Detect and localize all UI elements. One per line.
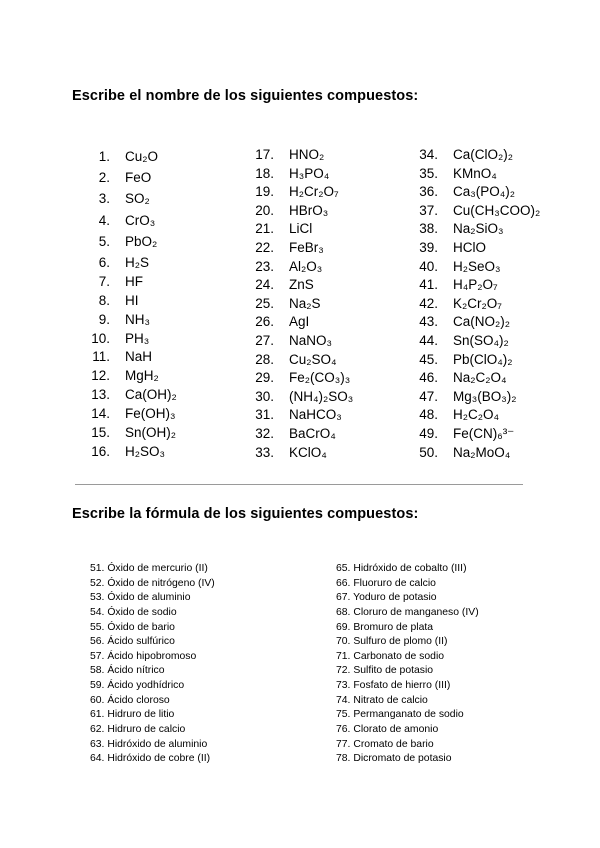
item-number: 10. [91,330,110,346]
chemical-formula: BaCrO₄ [289,425,336,441]
compound-name-item: 59. Ácido yodhídrico [90,680,185,692]
chemical-formula: Na₂C₂O₄ [453,370,507,386]
chemical-formula: Al₂O₃ [289,258,323,274]
name-list-column-1 [90,563,215,768]
name-list-column-2 [336,563,479,768]
item-number: 26. [255,314,274,330]
chemical-formula: PH₃ [125,330,150,346]
item-number: 9. [98,311,110,327]
compound-name-item: 60. Ácido cloroso [90,694,170,706]
item-number: 44. [419,332,438,348]
item-number: 40. [419,258,438,274]
compound-name-item: 77. Cromato de bario [336,738,434,750]
chemical-formula: Sn(OH)₂ [125,424,176,440]
item-number: 7. [98,273,110,289]
chemical-formula: LiCl [289,221,313,237]
item-number: 22. [255,239,274,255]
compound-name-item: 55. Óxido de bario [90,621,175,633]
item-number: 6. [98,254,110,270]
chemical-formula: ZnS [289,277,314,293]
item-number: 27. [255,332,274,348]
chemical-formula: H₂Cr₂O₇ [289,184,339,200]
chemical-formula: H₂S [125,254,149,270]
compound-name-item: 51. Óxido de mercurio (II) [90,563,208,574]
compound-name-item: 65. Hidróxido de cobalto (III) [336,563,467,574]
compound-name-item: 63. Hidróxido de aluminio [90,738,208,750]
item-number: 33. [255,444,274,460]
chemical-formula: Na₂SiO₃ [453,221,504,237]
item-number: 8. [98,292,110,308]
item-number: 13. [91,387,110,403]
item-number: 24. [255,277,274,293]
compound-name-item: 68. Cloruro de manganeso (IV) [336,606,479,618]
item-number: 23. [255,258,274,274]
compound-name-item: 52. Óxido de nitrógeno (IV) [90,577,215,589]
chemical-formula: H₂C₂O₄ [453,407,499,423]
chemical-formula: HNO₂ [289,147,325,162]
chemical-formula: H₂SeO₃ [453,258,501,274]
chemical-formula: Na₂MoO₄ [453,444,511,460]
chemical-formula: SO₂ [125,191,150,207]
chemical-formula: Sn(SO₄)₂ [453,332,509,348]
item-number: 41. [419,277,438,293]
item-number: 1. [98,149,110,164]
item-number: 16. [91,443,110,459]
compound-name-item: 72. Sulfito de potasio [336,665,434,677]
compound-name-item: 54. Óxido de sodio [90,606,177,618]
chemical-formula: NH₃ [125,311,150,327]
chemical-formula: Fe₂(CO₃)₃ [289,370,351,386]
item-number: 42. [419,295,438,311]
chemical-formula: K₂Cr₂O₇ [453,295,502,311]
item-number: 29. [255,370,274,386]
chemical-formula: H₄P₂O₇ [453,277,498,293]
item-number: 43. [419,314,438,330]
compound-name-item: 67. Yoduro de potasio [336,592,437,604]
item-number: 37. [419,202,438,218]
item-number: 50. [419,444,438,460]
compound-name-item: 57. Ácido hipobromoso [90,650,197,662]
item-number: 30. [255,388,274,404]
item-number: 4. [98,212,110,228]
item-number: 39. [419,239,438,255]
chemical-formula: HBrO₃ [289,202,329,218]
item-number: 35. [419,165,438,181]
item-number: 36. [419,184,438,200]
chemical-formula: HF [125,273,143,289]
item-number: 21. [255,221,274,237]
item-number: 20. [255,202,274,218]
chemical-formula: CrO₃ [125,212,156,228]
compound-name-item: 69. Bromuro de plata [336,621,434,633]
item-number: 31. [255,407,274,423]
compound-name-item: 66. Fluoruro de calcio [336,577,436,589]
section-divider [75,484,523,485]
chemical-formula: Cu₂SO₄ [289,351,337,367]
chemical-formula: H₃PO₄ [289,165,330,181]
compound-name-item: 76. Clorato de amonio [336,724,439,736]
compound-name-item: 75. Permanganato de sodio [336,709,464,721]
chemical-formula: FeBr₃ [289,239,324,255]
compound-name-item: 61. Hidruro de litio [90,709,175,721]
compound-name-item: 62. Hidruro de calcio [90,724,186,736]
compound-name-item: 53. Óxido de aluminio [90,592,191,604]
chemical-formula: NaHCO₃ [289,407,342,423]
chemical-formula: Ca(OH)₂ [125,387,177,403]
chemical-formula: MgH₂ [125,368,159,384]
item-number: 2. [98,170,110,186]
chemical-formula: KMnO₄ [453,165,497,181]
chemical-formula: KClO₄ [289,444,327,460]
item-number: 38. [419,221,438,237]
compound-name-item: 64. Hidróxido de cobre (II) [90,753,211,765]
chemical-formula: PbO₂ [125,233,158,249]
item-number: 18. [255,165,274,181]
compound-name-item: 70. Sulfuro de plomo (II) [336,636,448,648]
chemical-formula: Na₂S [289,295,321,311]
compound-name-item: 78. Dicromato de potasio [336,753,452,765]
item-number: 46. [419,370,438,386]
item-number: 47. [419,388,438,404]
compound-name-item: 74. Nitrato de calcio [336,694,428,706]
compound-name-item: 58. Ácido nítrico [90,665,165,677]
item-number: 34. [419,147,438,162]
item-number: 48. [419,407,438,423]
item-number: 15. [91,424,110,440]
item-number: 5. [98,233,110,249]
compound-name-item: 71. Carbonato de sodio [336,650,445,662]
item-number: 32. [255,425,274,441]
chemical-formula: NaH [125,349,153,365]
chemical-formula: Ca(NO₂)₂ [453,314,510,330]
chemical-formula: Ca₃(PO₄)₂ [453,184,516,200]
item-number: 12. [91,368,110,384]
item-number: 28. [255,351,274,367]
chemical-formula: H₂SO₃ [125,443,165,459]
chemical-formula: HI [125,292,139,308]
chemical-formula: NaNO₃ [289,332,333,348]
chemical-formula: Mg₃(BO₃)₂ [453,388,517,404]
chemical-formula: FeO [125,170,152,186]
chemical-formula: Ca(ClO₂)₂ [453,147,513,162]
chemical-formula: Cu(CH₃COO)₂ [453,202,541,218]
item-number: 11. [92,349,110,365]
item-number: 49. [419,425,438,441]
chemical-formula: HClO [453,239,486,255]
item-number: 25. [255,295,274,311]
item-number: 3. [98,191,110,207]
chemical-formula: Cu₂O [125,149,158,164]
chemical-formula: AgI [289,314,310,330]
chemical-formula: Fe(CN)₆³⁻ [453,425,515,441]
chemical-formula: Fe(OH)₃ [125,406,176,422]
item-number: 45. [419,351,438,367]
item-number: 14. [91,406,110,422]
section1-title: Escribe el nombre de los siguientes compuestos: [72,88,419,104]
section2-title: Escribe la fórmula de los siguientes compuestos: [72,506,419,522]
compound-name-item: 56. Ácido sulfúrico [90,636,175,648]
item-number: 19. [255,184,274,200]
chemical-formula: (NH₄)₂SO₃ [289,388,354,404]
compound-name-item: 73. Fosfato de hierro (III) [336,680,451,692]
chemical-formula: Pb(ClO₄)₂ [453,351,513,367]
item-number: 17. [255,147,274,162]
